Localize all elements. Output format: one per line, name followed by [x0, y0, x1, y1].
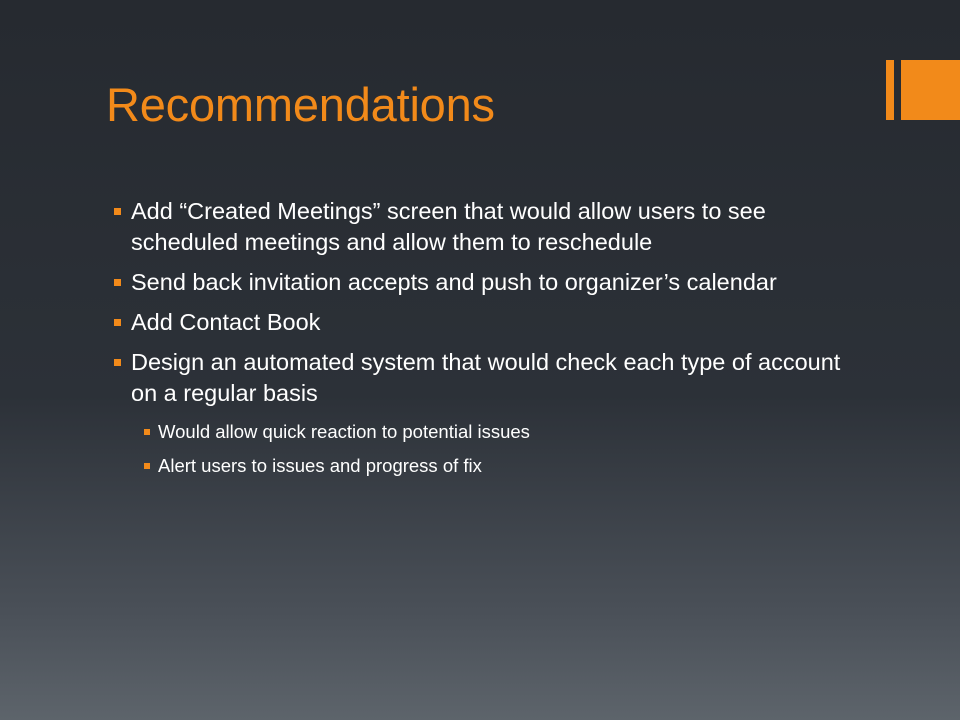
square-bullet-icon	[114, 319, 121, 326]
bullet-item	[110, 307, 850, 338]
sub-bullet-item	[141, 454, 850, 478]
square-bullet-icon	[144, 463, 150, 469]
accent-bar	[886, 60, 894, 120]
bullet-text: Add “Created Meetings” screen that would allow users to see scheduled meetings and allow them to reschedule	[131, 198, 766, 255]
bullet-text: Send back invitation accepts and push to organizer’s calendar	[131, 269, 777, 295]
bullet-list	[110, 196, 850, 488]
bullet-text: Add Contact Book	[131, 309, 321, 335]
sub-bullet-text: Would allow quick reaction to potential issues	[158, 421, 530, 442]
square-bullet-icon	[114, 208, 121, 215]
square-bullet-icon	[114, 359, 121, 366]
square-bullet-icon	[144, 429, 150, 435]
square-bullet-icon	[114, 279, 121, 286]
sub-bullet-text: Alert users to issues and progress of fix	[158, 455, 482, 476]
sub-bullet-item	[141, 420, 850, 444]
bullet-item	[110, 267, 850, 298]
bullet-item	[110, 196, 850, 258]
slide-title: Recommendations	[106, 78, 495, 131]
bullet-item	[110, 347, 850, 409]
bullet-text: Design an automated system that would check each type of account on a regular basis	[131, 349, 841, 406]
accent-block	[901, 60, 960, 120]
